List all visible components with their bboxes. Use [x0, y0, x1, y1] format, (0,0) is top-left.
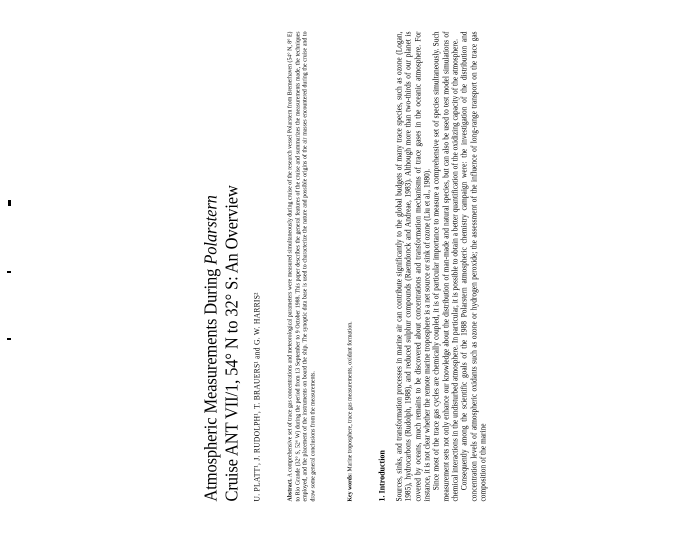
article-title: [201, 31, 243, 501]
paragraph: Sources, sinks, and transformation processes in marine air can contribute significantly to the global budgets of many trace species, such as ozone (Logan, 1985), hydrocarbons (Rudolph, 1988), and reduced sulphur compounds (Raemdonck and Andreae, 1983). Although more than two-thirds of our planet is covered by oceans, much remains to be discovered about concentrations and transformation mechanisms of trace gases in the oceanic atmosphere. For instance, it is not clear whether the remote marine troposphere is a net source or sink of ozone (Liu et al., 1980).: [394, 31, 432, 502]
rotated-page-content: [163, 31, 538, 501]
keywords-text: Marine troposphere, trace gas measurements, oxidant formation.: [346, 320, 354, 471]
abstract: [287, 31, 317, 501]
title-line-1: [201, 31, 222, 501]
article-authors: U. PLATT¹, J. RUDOLPH¹, T. BRAUERS¹ and G. W. HARRIS²: [252, 291, 262, 501]
article-content: [163, 31, 538, 501]
abstract-label: Abstract.: [286, 477, 294, 501]
title-line-2: Cruise ANT VII/1, 54° N to 32° S: An Overview: [221, 184, 242, 501]
title-line-1-text: Atmospheric Measurements During: [200, 264, 221, 501]
keywords: [347, 31, 355, 501]
paragraph: Consequently among the scientific goals of the 1988 Polarstern atmospheric chemistry campaign were: the investigation of the distribution and concentration levels of atmospheric oxidants such as ozone or hydrogen peroxide; the assessment of the influence of long-range transport on the trace gas composition of the marine: [459, 31, 488, 501]
margin-mark: [7, 338, 11, 340]
margin-scan-marks: [4, 200, 14, 340]
section-heading: 1. Introduction: [376, 449, 387, 501]
introduction-body: [395, 31, 488, 501]
margin-mark: [7, 271, 11, 273]
keywords-label: Key words:: [346, 472, 354, 501]
margin-mark: [8, 200, 11, 206]
abstract-text: A comprehensive set of trace gas concentrations and meteorological parameters were measured simultaneously during cruise of the research vessel Polarstern from Bremerhaven (54° N, 8° E) to Rio Grande (32° S, 52° W) during the period from 13 September to 9 October 1988. This paper describes the general features of the cruise and summarizes the measurements made, the techniques employed, and the placement of the instruments on board the ship. The synoptic data base is used to characterize the nature and possible origins of the air masses encountered during the cruise and to draw some general conclusions from the measurements.: [286, 31, 317, 501]
paragraph: Since most of the trace gas cycles are chemically coupled, it is of particular importance to measure a comprehensive set of species simultaneously. Such measurement sets not only enhance our knowledge about the distribution of man-made and natural species, but can also be used to test model simulations of chemical interactions in the undisturbed atmosphere. In particular, it is possible to obtain a better quantification of the oxidizing capacity of the atmosphere.: [431, 31, 460, 501]
title-ship-name: Polarstern: [200, 194, 221, 265]
